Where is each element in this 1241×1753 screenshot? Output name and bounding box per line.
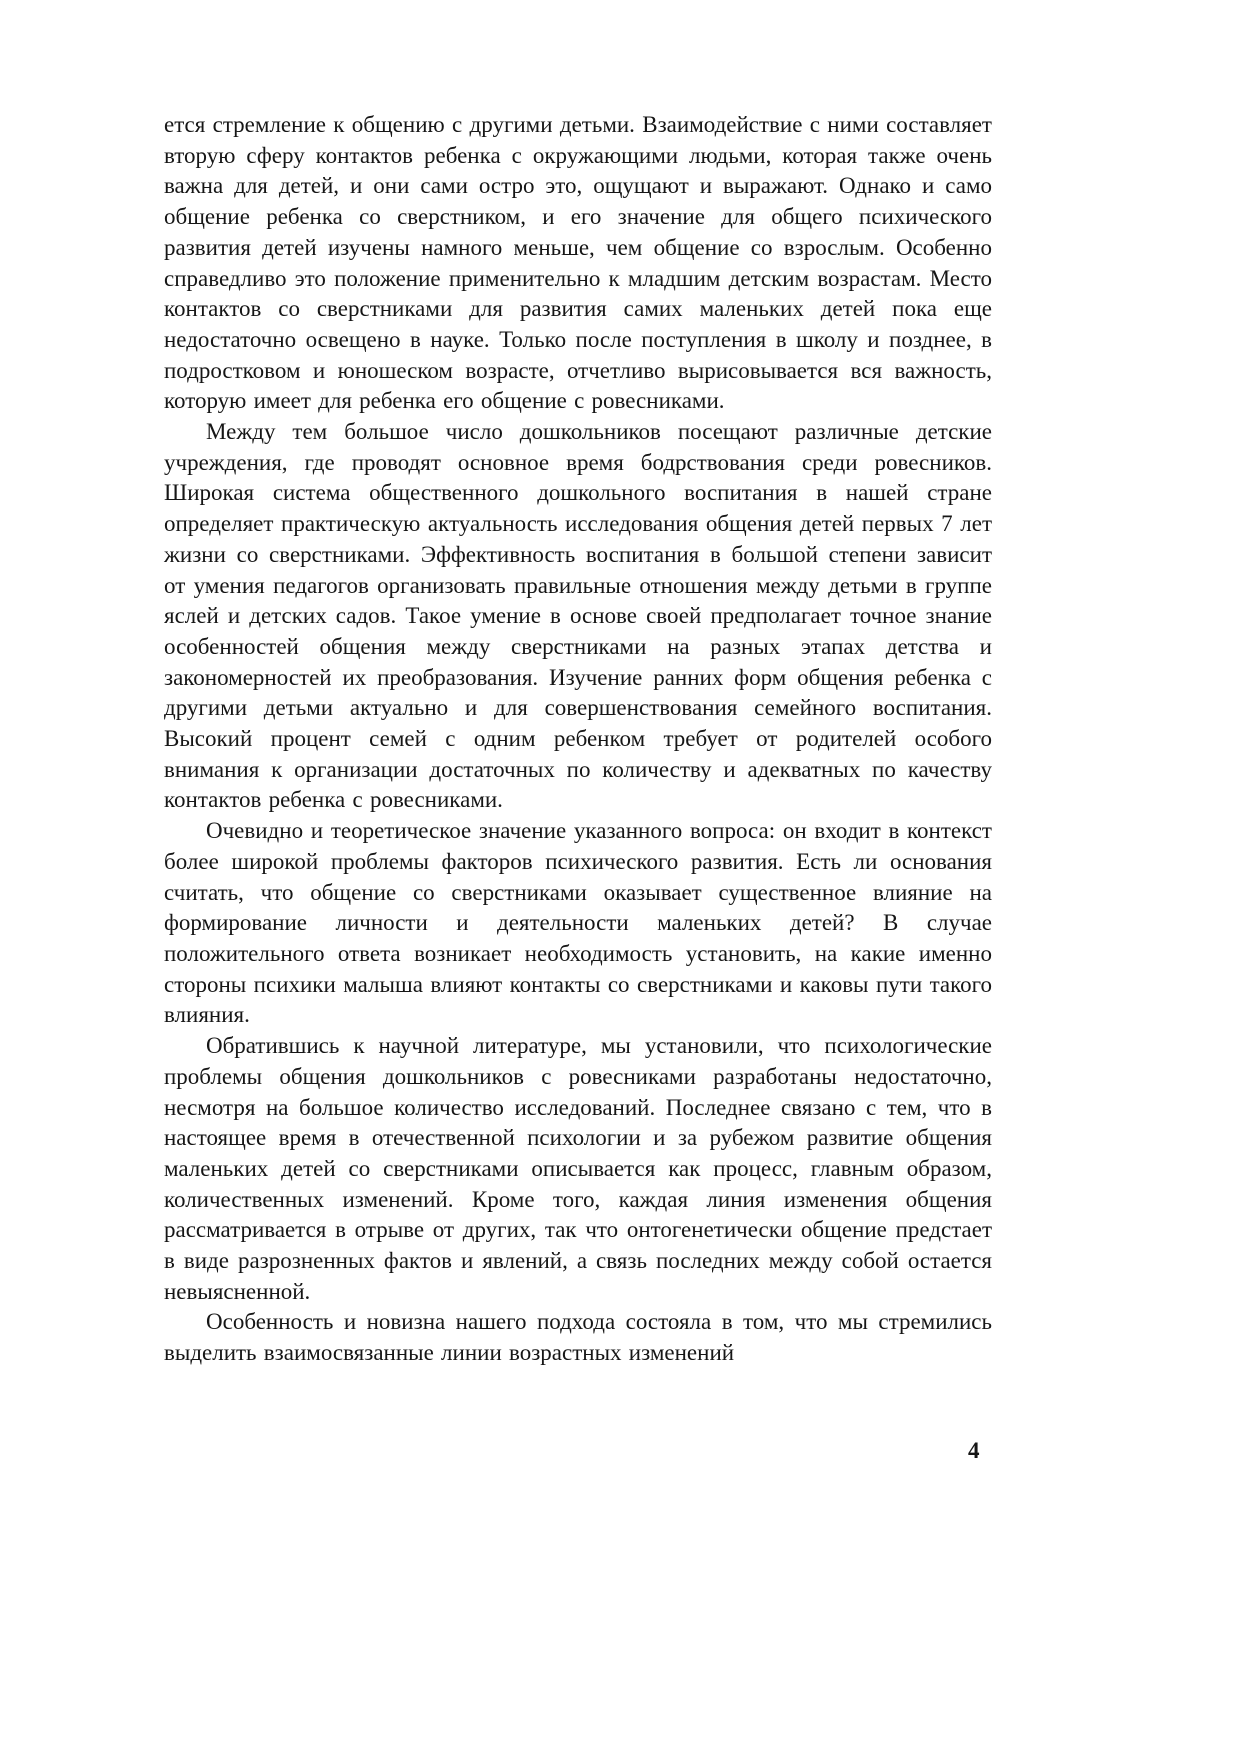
paragraph: Особенность и новизна нашего подхода состояла в том, что мы стремились выделить взаимосвязанные линии возрастных изменений [164,1309,992,1366]
paragraph: Между тем большое число дошкольников посещают различные детские учреждения, где проводят основное время бодрствования среди ровесников. Широкая система общественного дошкольного воспитания в нашей стране определяет практическую актуальность исследования общения детей первых 7 лет жизни со сверстниками. Эффективность воспитания в большой степени зависит от умения педагогов организовать правильные отношения между детьми в группе яслей и детских садов. Такое умение в основе своей предполагает точное знание особенностей общения между сверстниками на разных этапах детства и закономерностей их преобразования. Изучение ранних форм общения ребенка с другими детьми актуально и для совершенствования семейного воспитания. Высокий процент семей с одним ребенком требует от родителей особого внимания к организации достаточных по количеству и адекватных по качеству контактов ребенка с ровесниками. [164,419,992,813]
page-number: 4 [968,1438,980,1463]
paragraph: Обратившись к научной литературе, мы установили, что психологические проблемы общения дошкольников с ровесниками разработаны недостаточно, несмотря на большое количество исследований. Последнее связано с тем, что в настоящее время в отечественной психологии и за рубежом развитие общения маленьких детей со сверстниками описывается как процесс, главным образом, количественных изменений. Кроме того, каждая линия изменения общения рассматривается в отрыве от других, так что онтогенетически общение предстает в виде разрозненных фактов и явлений, а связь последних между собой остается невыясненной. [164,1033,992,1304]
page-body-text [164,110,992,1369]
paragraph-continuation: ется стремление к общению с другими детьми. Взаимодействие с ними составляет вторую сферу контактов ребенка с окружающими людьми, которая также очень важна для детей, и они сами остро это, ощущают и выражают. Однако и само общение ребенка со сверстником, и его значение для общего психического развития детей изучены намного меньше, чем общение со взрослым. Особенно справедливо это положение применительно к младшим детским возрастам. Место контактов со сверстниками для развития самих маленьких детей пока еще недостаточно освещено в науке. Только после поступления в школу и позднее, в подростковом и юношеском возрасте, отчетливо вырисовывается вся важность, которую имеет для ребенка его общение с ровесниками. [164,112,992,414]
paragraph: Очевидно и теоретическое значение указанного вопроса: он входит в контекст более широкой проблемы факторов психического развития. Есть ли основания считать, что общение со сверстниками оказывает существенное влияние на формирование личности и деятельности маленьких детей? В случае положительного ответа возникает необходимость установить, на какие именно стороны психики малыша влияют контакты со сверстниками и каковы пути такого влияния. [164,818,992,1028]
